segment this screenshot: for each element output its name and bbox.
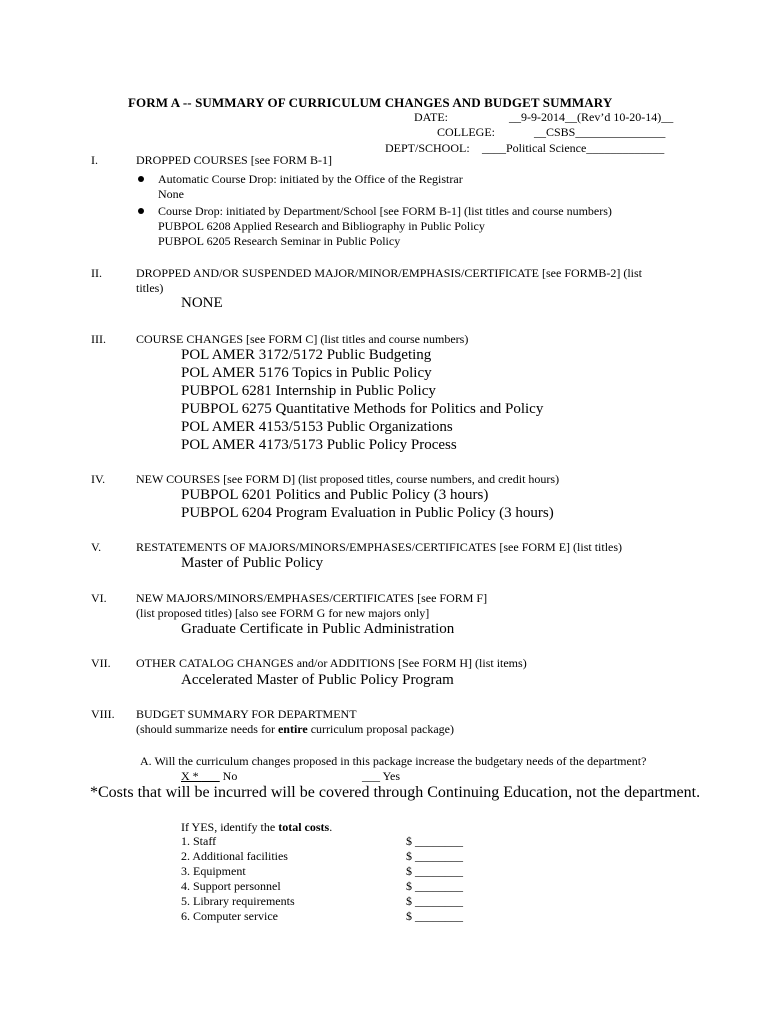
section-number: VII. xyxy=(91,656,111,670)
section-number: I. xyxy=(91,153,98,167)
cost-item: 1. Staff xyxy=(181,834,217,848)
section-value: Master of Public Policy xyxy=(181,555,324,571)
answer-no: X * ___ No xyxy=(181,769,238,783)
cost-item: 3. Equipment xyxy=(181,864,246,878)
if-yes-text: If YES, identify the xyxy=(181,820,279,834)
date-value: __9-9-2014__(Rev’d 10-20-14)__ xyxy=(509,110,674,124)
list-item: Automatic Course Drop: initiated by the Office of the Registrar xyxy=(158,172,463,186)
section-heading-cont: titles) xyxy=(136,281,164,295)
section-number: VI. xyxy=(91,591,107,605)
date-label: DATE: xyxy=(414,110,448,124)
section-heading: BUDGET SUMMARY FOR DEPARTMENT xyxy=(136,707,357,721)
section-value: NONE xyxy=(181,295,223,311)
list-item: Course Drop: initiated by Department/School [see FORM B-1] (list titles and course numbers) xyxy=(158,204,612,218)
cost-blank: $ ________ xyxy=(406,879,463,893)
section-number: V. xyxy=(91,540,102,554)
if-yes-text: . xyxy=(329,820,333,834)
section-number: II. xyxy=(91,266,102,280)
yes-label: Yes xyxy=(382,769,401,783)
section-heading: DROPPED COURSES [see FORM B-1] xyxy=(136,153,333,167)
section-heading: OTHER CATALOG CHANGES and/or ADDITIONS [See FORM H] (list items) xyxy=(136,656,527,670)
if-yes-emphasis: total costs xyxy=(278,820,330,834)
dropped-course: PUBPOL 6208 Applied Research and Bibliography in Public Policy xyxy=(158,219,485,233)
dept-label: DEPT/SCHOOL: xyxy=(385,141,470,155)
section-subheading xyxy=(136,723,454,735)
dropped-course: PUBPOL 6205 Research Seminar in Public Policy xyxy=(158,234,401,248)
cost-blank: $ ________ xyxy=(406,894,463,908)
course-change-item: POL AMER 4173/5173 Public Policy Process xyxy=(181,437,457,453)
no-mark: X * xyxy=(181,769,202,783)
course-change-item: PUBPOL 6275 Quantitative Methods for Politics and Policy xyxy=(181,401,544,417)
college-value: __CSBS_______________ xyxy=(534,125,666,139)
list-item-value: None xyxy=(158,187,184,201)
cost-item: 6. Computer service xyxy=(181,909,278,923)
section-heading: DROPPED AND/OR SUSPENDED MAJOR/MINOR/EMPHASIS/CERTIFICATE [see FORMB-2] (list xyxy=(136,266,643,280)
no-label: No xyxy=(222,769,238,783)
section-heading: RESTATEMENTS OF MAJORS/MINORS/EMPHASES/CERTIFICATES [see FORM E] (list titles) xyxy=(136,540,623,554)
cost-item: 5. Library requirements xyxy=(181,894,295,908)
subheading-text: curriculum proposal package) xyxy=(307,722,455,736)
section-value: Graduate Certificate in Public Administration xyxy=(181,621,455,637)
cost-item: 4. Support personnel xyxy=(181,879,281,893)
answer-yes xyxy=(362,770,400,782)
section-number: VIII. xyxy=(91,707,115,721)
course-change-item: POL AMER 3172/5172 Public Budgeting xyxy=(181,347,432,363)
new-course-item: PUBPOL 6201 Politics and Public Policy (3 hours) xyxy=(181,487,489,503)
cost-item: 2. Additional facilities xyxy=(181,849,288,863)
section-heading: NEW MAJORS/MINORS/EMPHASES/CERTIFICATES [see FORM F] xyxy=(136,591,488,605)
cost-blank: $ ________ xyxy=(406,849,463,863)
course-change-item: PUBPOL 6281 Internship in Public Policy xyxy=(181,383,436,399)
course-change-item: POL AMER 4153/5153 Public Organizations xyxy=(181,419,453,435)
cost-blank: $ ________ xyxy=(406,864,463,878)
dept-value: ____Political Science_____________ xyxy=(482,141,665,155)
bullet-icon xyxy=(138,208,144,214)
costs-note: *Costs that will be incurred will be covered through Continuing Education, not the department. xyxy=(90,784,701,801)
section-number: IV. xyxy=(91,472,106,486)
section-heading-cont: (list proposed titles) [also see FORM G for new majors only] xyxy=(136,606,430,620)
cost-blank: $ ________ xyxy=(406,834,463,848)
section-heading: COURSE CHANGES [see FORM C] (list titles and course numbers) xyxy=(136,332,469,346)
college-label: COLLEGE: xyxy=(437,125,495,139)
cost-blank: $ ________ xyxy=(406,909,463,923)
course-change-item: POL AMER 5176 Topics in Public Policy xyxy=(181,365,432,381)
section-value: Accelerated Master of Public Policy Program xyxy=(181,672,454,688)
subheading-text: (should summarize needs for xyxy=(136,722,278,736)
section-number: III. xyxy=(91,332,106,346)
subheading-emphasis: entire xyxy=(277,722,308,736)
section-heading: NEW COURSES [see FORM D] (list proposed titles, course numbers, and credit hours) xyxy=(136,472,560,486)
if-yes-line xyxy=(181,821,332,833)
form-title: FORM A -- SUMMARY OF CURRICULUM CHANGES AND BUDGET SUMMARY xyxy=(128,95,613,110)
new-course-item: PUBPOL 6204 Program Evaluation in Public Policy (3 hours) xyxy=(181,505,554,521)
yes-blank: ___ xyxy=(362,769,380,783)
budget-question: A. Will the curriculum changes proposed in this package increase the budgetary needs of the department? xyxy=(140,754,647,768)
bullet-icon xyxy=(138,176,144,182)
